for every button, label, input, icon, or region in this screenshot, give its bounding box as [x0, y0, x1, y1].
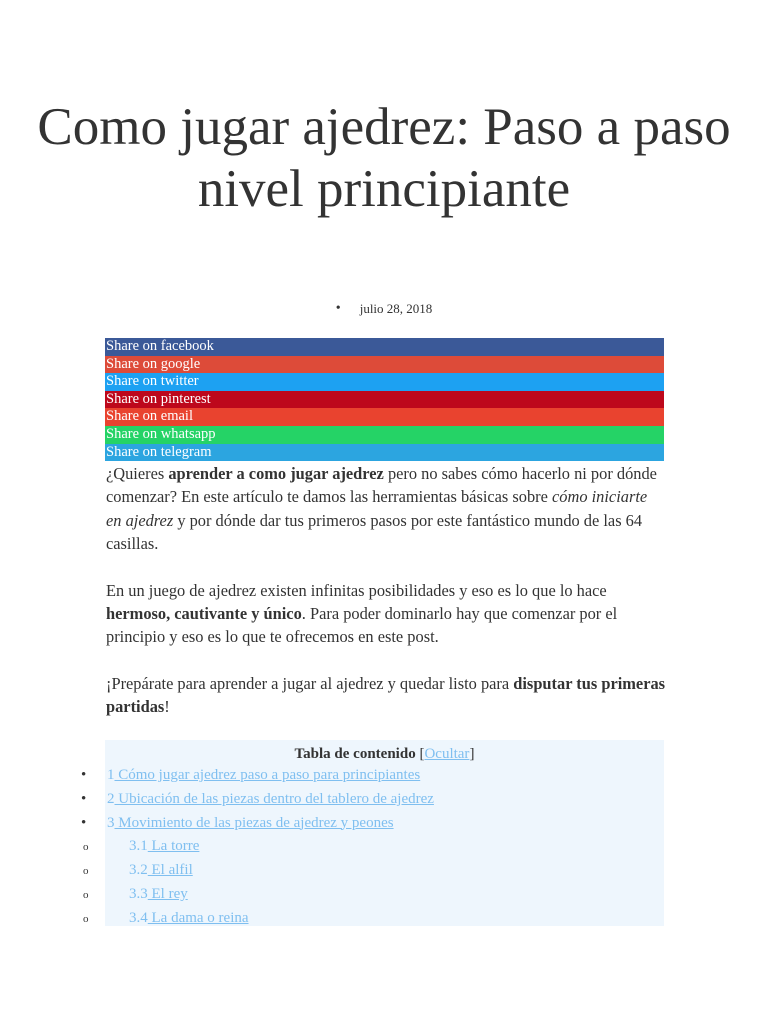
page-title: Como jugar ajedrez: Paso a paso nivel principiante: [37, 98, 731, 218]
toc-link-3-3[interactable]: [129, 886, 188, 902]
toc-subitem: [83, 859, 664, 883]
circle-bullet-icon: o: [83, 841, 89, 854]
bullet-icon: •: [81, 767, 87, 783]
toc-item: [81, 812, 664, 836]
toc-subitem: [83, 883, 664, 907]
toc-link-3[interactable]: [107, 815, 394, 831]
toc-label: El rey: [147, 885, 188, 902]
circle-bullet-icon: o: [83, 888, 89, 901]
share-bar: [105, 338, 664, 461]
bullet-icon: •: [81, 814, 87, 831]
toc-bracket-close: ]: [469, 746, 475, 762]
toc-number: 1: [107, 767, 115, 783]
text-span: En un juego de ajedrez existen infinitas posibilidades y eso es lo que lo hace: [106, 580, 607, 600]
toc-link-3-4[interactable]: [129, 910, 249, 926]
toc-list: [81, 764, 664, 931]
share-email-link[interactable]: Share on email: [105, 408, 664, 426]
post-date: • julio 28, 2018: [336, 301, 433, 317]
toc-header: [105, 744, 664, 764]
circle-bullet-icon: o: [83, 912, 89, 925]
article-body: [106, 462, 666, 742]
toc-link-1[interactable]: [107, 767, 420, 783]
intro-paragraph: [106, 462, 666, 556]
toc-link-2[interactable]: [107, 791, 434, 807]
toc-label: La torre: [147, 838, 200, 855]
toc-subitem: [83, 835, 664, 859]
toc-label: Movimiento de las piezas de ajedrez y peones: [114, 814, 394, 831]
share-telegram-link[interactable]: Share on telegram: [105, 444, 664, 462]
text-span: ¡Prepárate para aprender a jugar al ajedrez y quedar listo para: [106, 673, 514, 693]
toc-title: Tabla de contenido: [294, 746, 416, 762]
share-google-link[interactable]: Share on google: [105, 356, 664, 374]
bold-text: hermoso, cautivante y único: [106, 604, 302, 624]
toc-toggle-link[interactable]: Ocultar: [424, 746, 470, 762]
toc-link-3-2[interactable]: [129, 862, 193, 878]
toc-item: [81, 764, 664, 788]
italic-text: cómo iniciarte en ajedrez: [106, 487, 648, 530]
toc-number: 3.3: [129, 885, 148, 902]
share-facebook-link[interactable]: Share on facebook: [105, 338, 664, 356]
text-span: . Para poder dominarlo hay que comenzar por el principio y eso es lo que te ofrecemos en este post.: [106, 604, 618, 647]
toc-number: 3: [107, 814, 115, 831]
toc-link-3-1[interactable]: [129, 838, 199, 854]
toc-bracket-open: [: [419, 746, 425, 762]
text-span: y por dónde dar tus primeros pasos por este fantástico mundo de las 64 casillas.: [106, 510, 643, 554]
share-twitter-link[interactable]: Share on twitter: [105, 373, 664, 391]
third-paragraph: [106, 672, 666, 719]
toc-number: 2: [107, 790, 115, 807]
share-pinterest-link[interactable]: Share on pinterest: [105, 391, 664, 409]
toc-label: El alfil: [147, 862, 193, 879]
toc-label: Ubicación de las piezas dentro del tablero de ajedrez: [114, 790, 434, 807]
toc-label: La dama o reina: [147, 909, 249, 926]
bullet-icon: •: [81, 790, 87, 807]
text-span: pero no sabes cómo hacerlo ni por dónde comenzar? En este artículo te damos las herramientas básicas sobre: [106, 464, 657, 507]
circle-bullet-icon: o: [83, 865, 89, 878]
toc-label: Cómo jugar ajedrez paso a paso para principiantes: [114, 767, 421, 783]
toc-number: 3.4: [129, 909, 148, 926]
toc-number: 3.2: [129, 862, 148, 879]
table-of-contents: [81, 740, 664, 926]
share-whatsapp-link[interactable]: Share on whatsapp: [105, 426, 664, 444]
second-paragraph: [106, 579, 666, 649]
bold-text: disputar tus primeras partidas: [106, 673, 666, 717]
text-span: ¿Quieres: [106, 464, 169, 483]
toc-number: 3.1: [129, 838, 148, 855]
post-meta: [0, 301, 768, 317]
text-span: !: [164, 697, 170, 717]
bold-text: aprender a como jugar ajedrez: [168, 464, 384, 483]
toc-item: [81, 788, 664, 812]
toc-subitem: [83, 907, 664, 931]
